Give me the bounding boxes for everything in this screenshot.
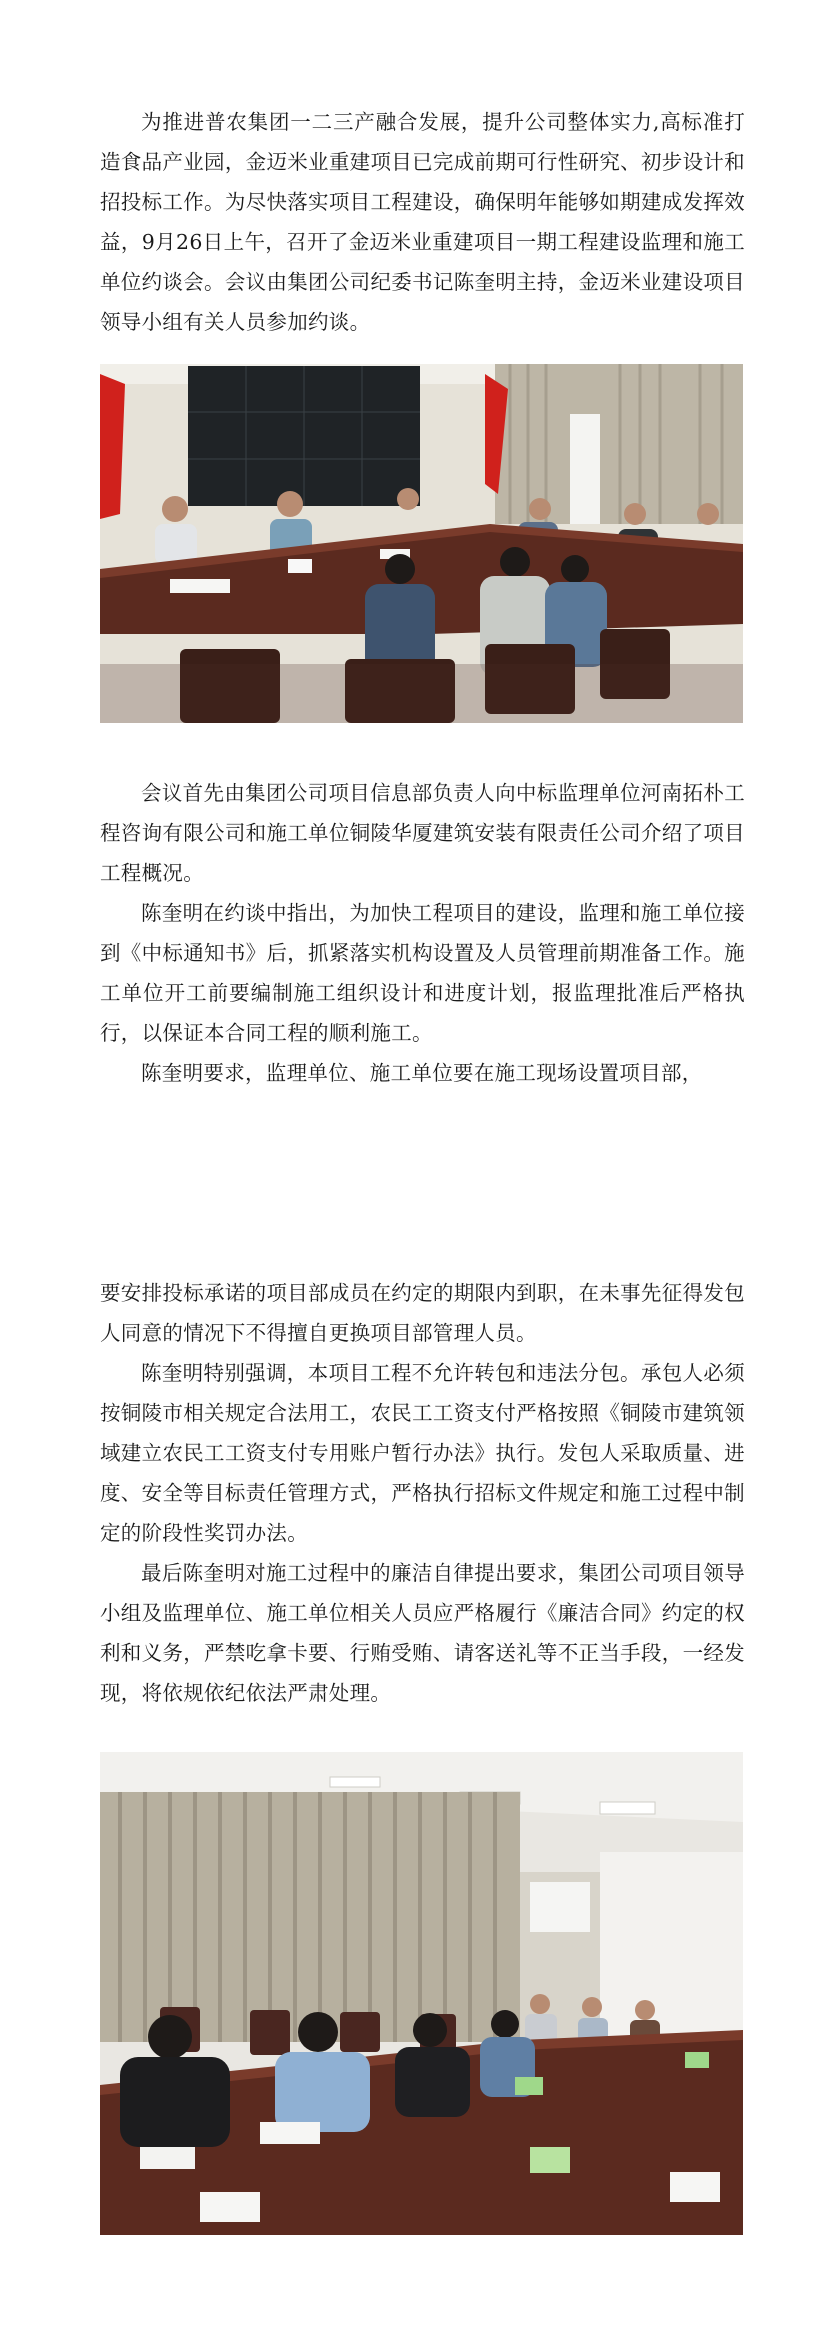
paragraph-requirement-start: 陈奎明要求，监理单位、施工单位要在施工现场设置项目部， (141, 1061, 703, 1085)
paragraph-requirement-continued: 要安排投标承诺的项目部成员在约定的期限内到职，在未事先征得发包人同意的情况下不得擅自更换项目部管理人员。 (100, 1281, 745, 1345)
paragraph-integrity: 最后陈奎明对施工过程中的廉洁自律提出要求，集团公司项目领导小组及监理单位、施工单位相关人员应严格履行《廉洁合同》约定的权利和义务，严禁吃拿卡要、行贿受贿、请客送礼等不正当手段，一经发现，将依规依纪依法严肃处理。 (100, 1561, 745, 1705)
meeting-photo-1-illustration (100, 364, 743, 723)
paragraph-instructions: 陈奎明在约谈中指出，为加快工程项目的建设，监理和施工单位接到《中标通知书》后，抓紧落实机构设置及人员管理前期准备工作。施工单位开工前要编制施工组织设计和进度计划，报监理批准后严格执行，以保证本合同工程的顺利施工。 (100, 901, 745, 1045)
paragraph-emphasis: 陈奎明特别强调，本项目工程不允许转包和违法分包。承包人必须按铜陵市相关规定合法用工，农民工工资支付严格按照《铜陵市建筑领域建立农民工工资支付专用账户暂行办法》执行。发包人采取质量、进度、安全等目标责任管理方式，严格执行招标文件规定和施工过程中制定的阶段性奖罚办法。 (100, 1361, 745, 1545)
paragraph-intro: 为推进普农集团一二三产融合发展，提升公司整体实力,高标准打造食品产业园，金迈米业重建项目已完成前期可行性研究、初步设计和招投标工作。为尽快落实项目工程建设，确保明年能够如期建成发挥效益，9月26日上午，召开了金迈米业重建项目一期工程建设监理和施工单位约谈会。会议由集团公司纪委书记陈奎明主持，金迈米业建设项目领导小组有关人员参加约谈。 (100, 110, 745, 334)
paragraph-overview: 会议首先由集团公司项目信息部负责人向中标监理单位河南拓朴工程咨询有限公司和施工单位铜陵华厦建筑安装有限责任公司介绍了项目工程概况。 (100, 781, 745, 885)
meeting-photo-2-illustration (100, 1752, 743, 2235)
meeting-photo-2 (100, 1752, 743, 2235)
meeting-photo-1 (100, 364, 743, 723)
